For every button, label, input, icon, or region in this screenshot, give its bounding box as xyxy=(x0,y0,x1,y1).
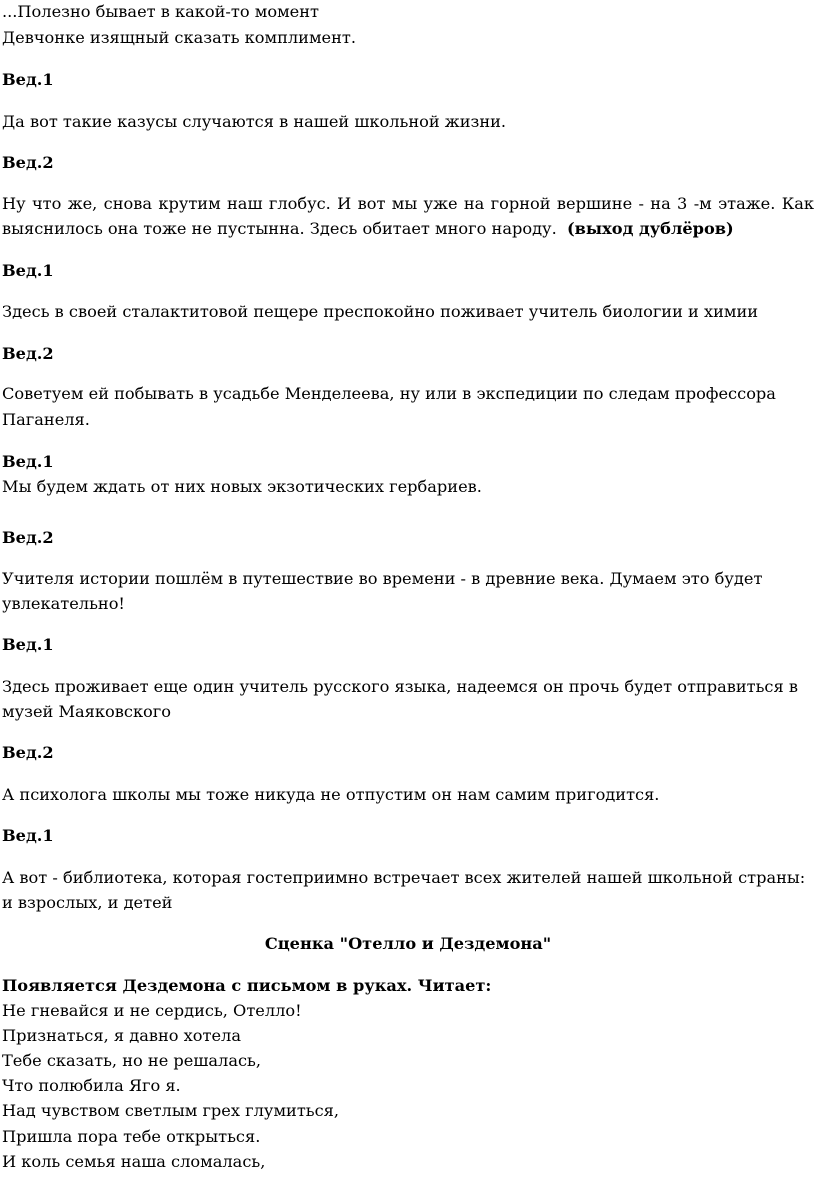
paragraph: А вот - библиотека, которая гостеприимно встречает всех жителей нашей школьной страны: xyxy=(2,868,806,887)
speaker-label: Вед.1 xyxy=(2,635,54,654)
paragraph: Учителя истории пошлём в путешествие во времени - в древние века. Думаем это будет xyxy=(2,569,763,588)
paragraph: Ну что же, снова крутим наш глобус. И вот мы уже на горной вершине - на 3 -м этаже. Как xyxy=(2,194,814,213)
paragraph: увлекательно! xyxy=(2,594,125,613)
scene-title: Сценка "Отелло и Дездемона" xyxy=(264,934,552,953)
paragraph-text: выяснилось она тоже не пустынна. Здесь обитает много народу. xyxy=(2,219,557,238)
verse-line: Над чувством светлым грех глумиться, xyxy=(2,1101,340,1120)
speaker-label: Вед.2 xyxy=(2,743,54,762)
paragraph: А психолога школы мы тоже никуда не отпустим он нам самим пригодится. xyxy=(2,785,660,804)
paragraph: музей Маяковского xyxy=(2,702,172,721)
paragraph: Мы будем ждать от них новых экзотических гербариев. xyxy=(2,477,482,496)
paragraph: Здесь в своей сталактитовой пещере преспокойно поживает учитель биологии и химии xyxy=(2,302,759,321)
speaker-label: Вед.1 xyxy=(2,261,54,280)
speaker-label: Вед.2 xyxy=(2,153,54,172)
speaker-label: Вед.1 xyxy=(2,452,54,471)
speaker-label: Вед.2 xyxy=(2,528,54,547)
paragraph: Да вот такие казусы случаются в нашей школьной жизни. xyxy=(2,112,507,131)
verse-line: Что полюбила Яго я. xyxy=(2,1076,181,1095)
poem-line: Девчонке изящный сказать комплимент. xyxy=(2,28,357,47)
speaker-label: Вед.2 xyxy=(2,344,54,363)
paragraph: и взрослых, и детей xyxy=(2,893,173,912)
speaker-label: Вед.1 xyxy=(2,826,54,845)
paragraph-line xyxy=(2,218,734,240)
verse-line: Пришла пора тебе открыться. xyxy=(2,1127,261,1146)
stage-direction: (выход дублёров) xyxy=(567,219,734,238)
paragraph: Здесь проживает еще один учитель русского языка, надеемся он прочь будет отправиться в xyxy=(2,677,798,696)
verse-line: Тебе сказать, но не решалась, xyxy=(2,1051,262,1070)
stage-direction: Появляется Дездемона с письмом в руках. Читает: xyxy=(2,976,492,995)
poem-line: ...Полезно бывает в какой-то момент xyxy=(2,2,319,21)
verse-line: И коль семья наша сломалась, xyxy=(2,1152,266,1171)
verse-line: Признаться, я давно хотела xyxy=(2,1026,241,1045)
verse-line: Не гневайся и не сердись, Отелло! xyxy=(2,1001,302,1020)
paragraph: Советуем ей побывать в усадьбе Менделеева, ну или в экспедиции по следам профессора xyxy=(2,384,776,403)
paragraph: Паганеля. xyxy=(2,410,90,429)
speaker-label: Вед.1 xyxy=(2,70,54,89)
